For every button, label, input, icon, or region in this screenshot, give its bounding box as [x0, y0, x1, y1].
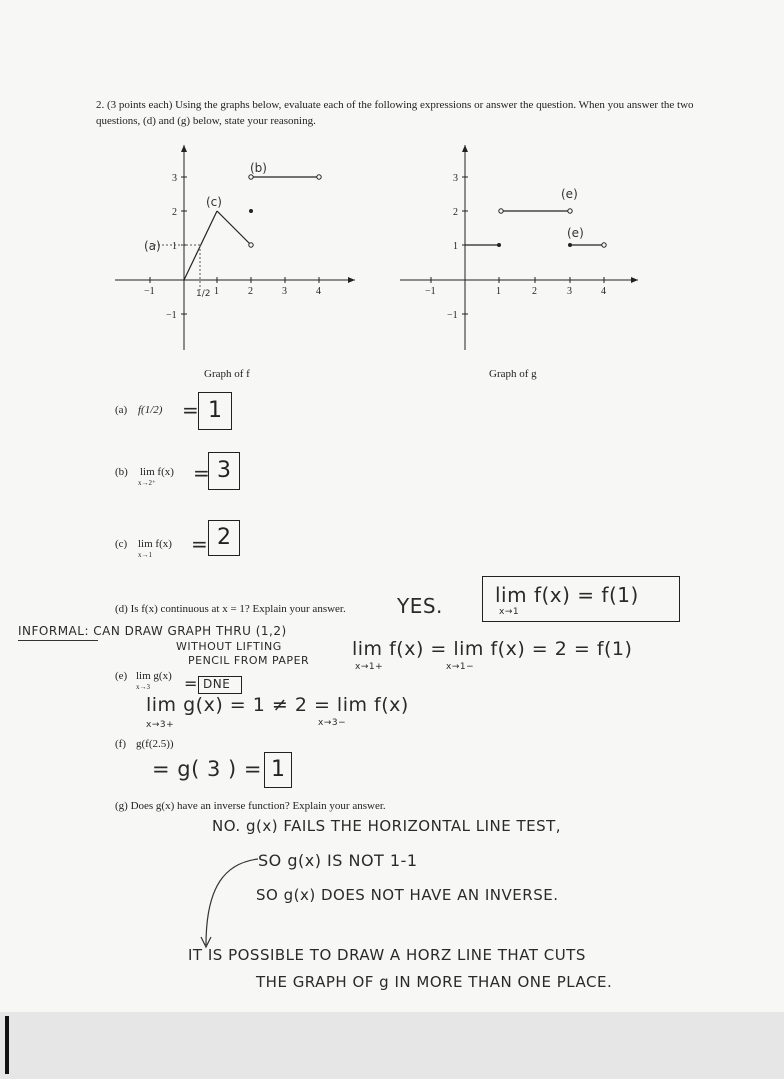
- f-segment-fall: [217, 211, 251, 245]
- g-xtick-4: 4: [601, 286, 606, 297]
- question-intro: 2. (3 points each) Using the graphs below, evaluate each of the following expressions or answer the question. When you answer the two questions, (d) and (g) below, state your reasoning.: [96, 99, 694, 127]
- part-e-expr: lim g(x): [136, 670, 172, 682]
- part-a-label: (a): [115, 404, 128, 416]
- f-xtick-4: 4: [316, 286, 321, 297]
- f-open-point-4-3: [317, 175, 321, 179]
- part-c-answer: 2: [217, 525, 231, 550]
- g-xtick-2: 2: [532, 286, 537, 297]
- g-hand-label-e2: (e): [567, 226, 584, 240]
- y-axis-arrow: [181, 145, 187, 152]
- f-hand-label-half: 1/2: [196, 289, 211, 299]
- part-g-line4: IT IS POSSIBLE TO DRAW A HORZ LINE THAT CUTS: [188, 946, 586, 964]
- part-a-equals: =: [182, 398, 200, 422]
- part-e-label: (e): [115, 670, 128, 682]
- part-c-answer-box: [208, 520, 240, 556]
- part-e-work: lim g(x) = 1 ≠ 2 = lim f(x): [146, 694, 409, 716]
- x-axis-arrow: [348, 277, 355, 283]
- part-d-question: (d) Is f(x) continuous at x = 1? Explain your answer.: [115, 603, 346, 615]
- part-g-question: (g) Does g(x) have an inverse function? Explain your answer.: [115, 800, 386, 812]
- part-a-expr: f(1/2): [138, 404, 163, 416]
- part-c-expr: lim f(x): [138, 538, 172, 550]
- part-e-sub: x→3: [136, 683, 150, 691]
- part-g-arrow: [196, 855, 266, 955]
- part-b-answer: 3: [217, 458, 231, 483]
- g-ytick-2: 2: [453, 207, 458, 218]
- f-xtick-neg1: −1: [144, 286, 155, 297]
- f-hand-label-b: (b): [250, 161, 267, 175]
- f-xtick-2: 2: [248, 286, 253, 297]
- g-xtick-1: 1: [496, 286, 501, 297]
- f-ytick-neg1: −1: [166, 310, 177, 321]
- part-d-informal-underline: [18, 640, 98, 641]
- part-a-answer: 1: [208, 398, 222, 423]
- g-open-point-4-1: [602, 243, 606, 247]
- f-hand-label-a: (a): [144, 239, 161, 253]
- g-ytick-3: 3: [453, 173, 458, 184]
- graph-g-caption: Graph of g: [489, 368, 537, 380]
- part-f-answer-box: [264, 752, 292, 788]
- part-d-informal-3: PENCIL FROM PAPER: [188, 654, 310, 667]
- part-g-line5: THE GRAPH OF g IN MORE THAN ONE PLACE.: [256, 973, 613, 991]
- f-ytick-3: 3: [172, 173, 177, 184]
- part-a-answer-box: [198, 392, 232, 430]
- part-d-boxed-sub: x→1: [499, 607, 520, 617]
- part-f-answer: 1: [271, 757, 285, 782]
- f-ytick-1: 1: [172, 241, 177, 252]
- scan-edge-mark: [5, 1016, 9, 1074]
- f-ytick-2: 2: [172, 207, 177, 218]
- part-d-work-sub1: x→1+: [355, 662, 384, 672]
- part-f-expr: g(f(2.5)): [136, 738, 174, 750]
- part-e-work-sub2: x→3−: [318, 718, 347, 728]
- graph-f-caption: Graph of f: [204, 368, 250, 380]
- part-f-label: (f): [115, 738, 126, 750]
- part-b-answer-box: [208, 452, 240, 490]
- g-xtick-3: 3: [567, 286, 572, 297]
- part-d-boxed-limit: [482, 576, 680, 622]
- g-hand-label-e1: (e): [561, 187, 578, 201]
- g-closed-point-1-1: [497, 243, 501, 247]
- f-hand-label-c: (c): [206, 195, 222, 209]
- part-d-yes: YES.: [397, 594, 443, 618]
- g-open-point-1-2: [499, 209, 503, 213]
- g-ytick-neg1: −1: [447, 310, 458, 321]
- f-xtick-3: 3: [282, 286, 287, 297]
- part-d-informal-1: INFORMAL: CAN DRAW GRAPH THRU (1,2): [18, 624, 287, 638]
- f-closed-point-2-2: [249, 209, 253, 213]
- graph-g: [395, 140, 645, 355]
- part-d-work-sub2: x→1−: [446, 662, 475, 672]
- g-open-point-3-2: [568, 209, 572, 213]
- f-open-point-2-3: [249, 175, 253, 179]
- part-d-informal-2: WITHOUT LIFTING: [176, 640, 282, 653]
- scan-margin: [0, 1012, 784, 1079]
- part-c-sub: x→1: [138, 551, 152, 559]
- g-ytick-1: 1: [453, 241, 458, 252]
- part-b-label: (b): [115, 466, 128, 478]
- part-c-label: (c): [115, 538, 128, 550]
- g-closed-point-3-1: [568, 243, 572, 247]
- f-open-point-2-1: [249, 243, 253, 247]
- graph-f: [110, 140, 360, 355]
- part-g-line3: SO g(x) DOES NOT HAVE AN INVERSE.: [256, 886, 559, 904]
- part-b-sub: x→2⁺: [138, 479, 156, 487]
- part-b-expr: lim f(x): [140, 466, 174, 478]
- part-e-work-sub1: x→3+: [146, 720, 175, 730]
- x-axis-arrow: [631, 277, 638, 283]
- part-e-answer: DNE: [203, 677, 231, 691]
- part-e-equals: =: [184, 674, 198, 693]
- part-d-work: lim f(x) = lim f(x) = 2 = f(1): [352, 638, 633, 660]
- part-e-answer-box: [198, 676, 242, 694]
- part-b-equals: =: [193, 461, 211, 485]
- y-axis-arrow: [462, 145, 468, 152]
- part-g-line1: NO. g(x) FAILS THE HORIZONTAL LINE TEST,: [212, 817, 562, 835]
- g-xtick-neg1: −1: [425, 286, 436, 297]
- part-d-boxed-text: lim f(x) = f(1): [495, 583, 639, 607]
- f-xtick-1: 1: [214, 286, 219, 297]
- part-c-equals: =: [191, 532, 209, 556]
- part-g-line2: SO g(x) IS NOT 1-1: [258, 851, 418, 870]
- part-f-work: = g( 3 ) =: [152, 757, 262, 781]
